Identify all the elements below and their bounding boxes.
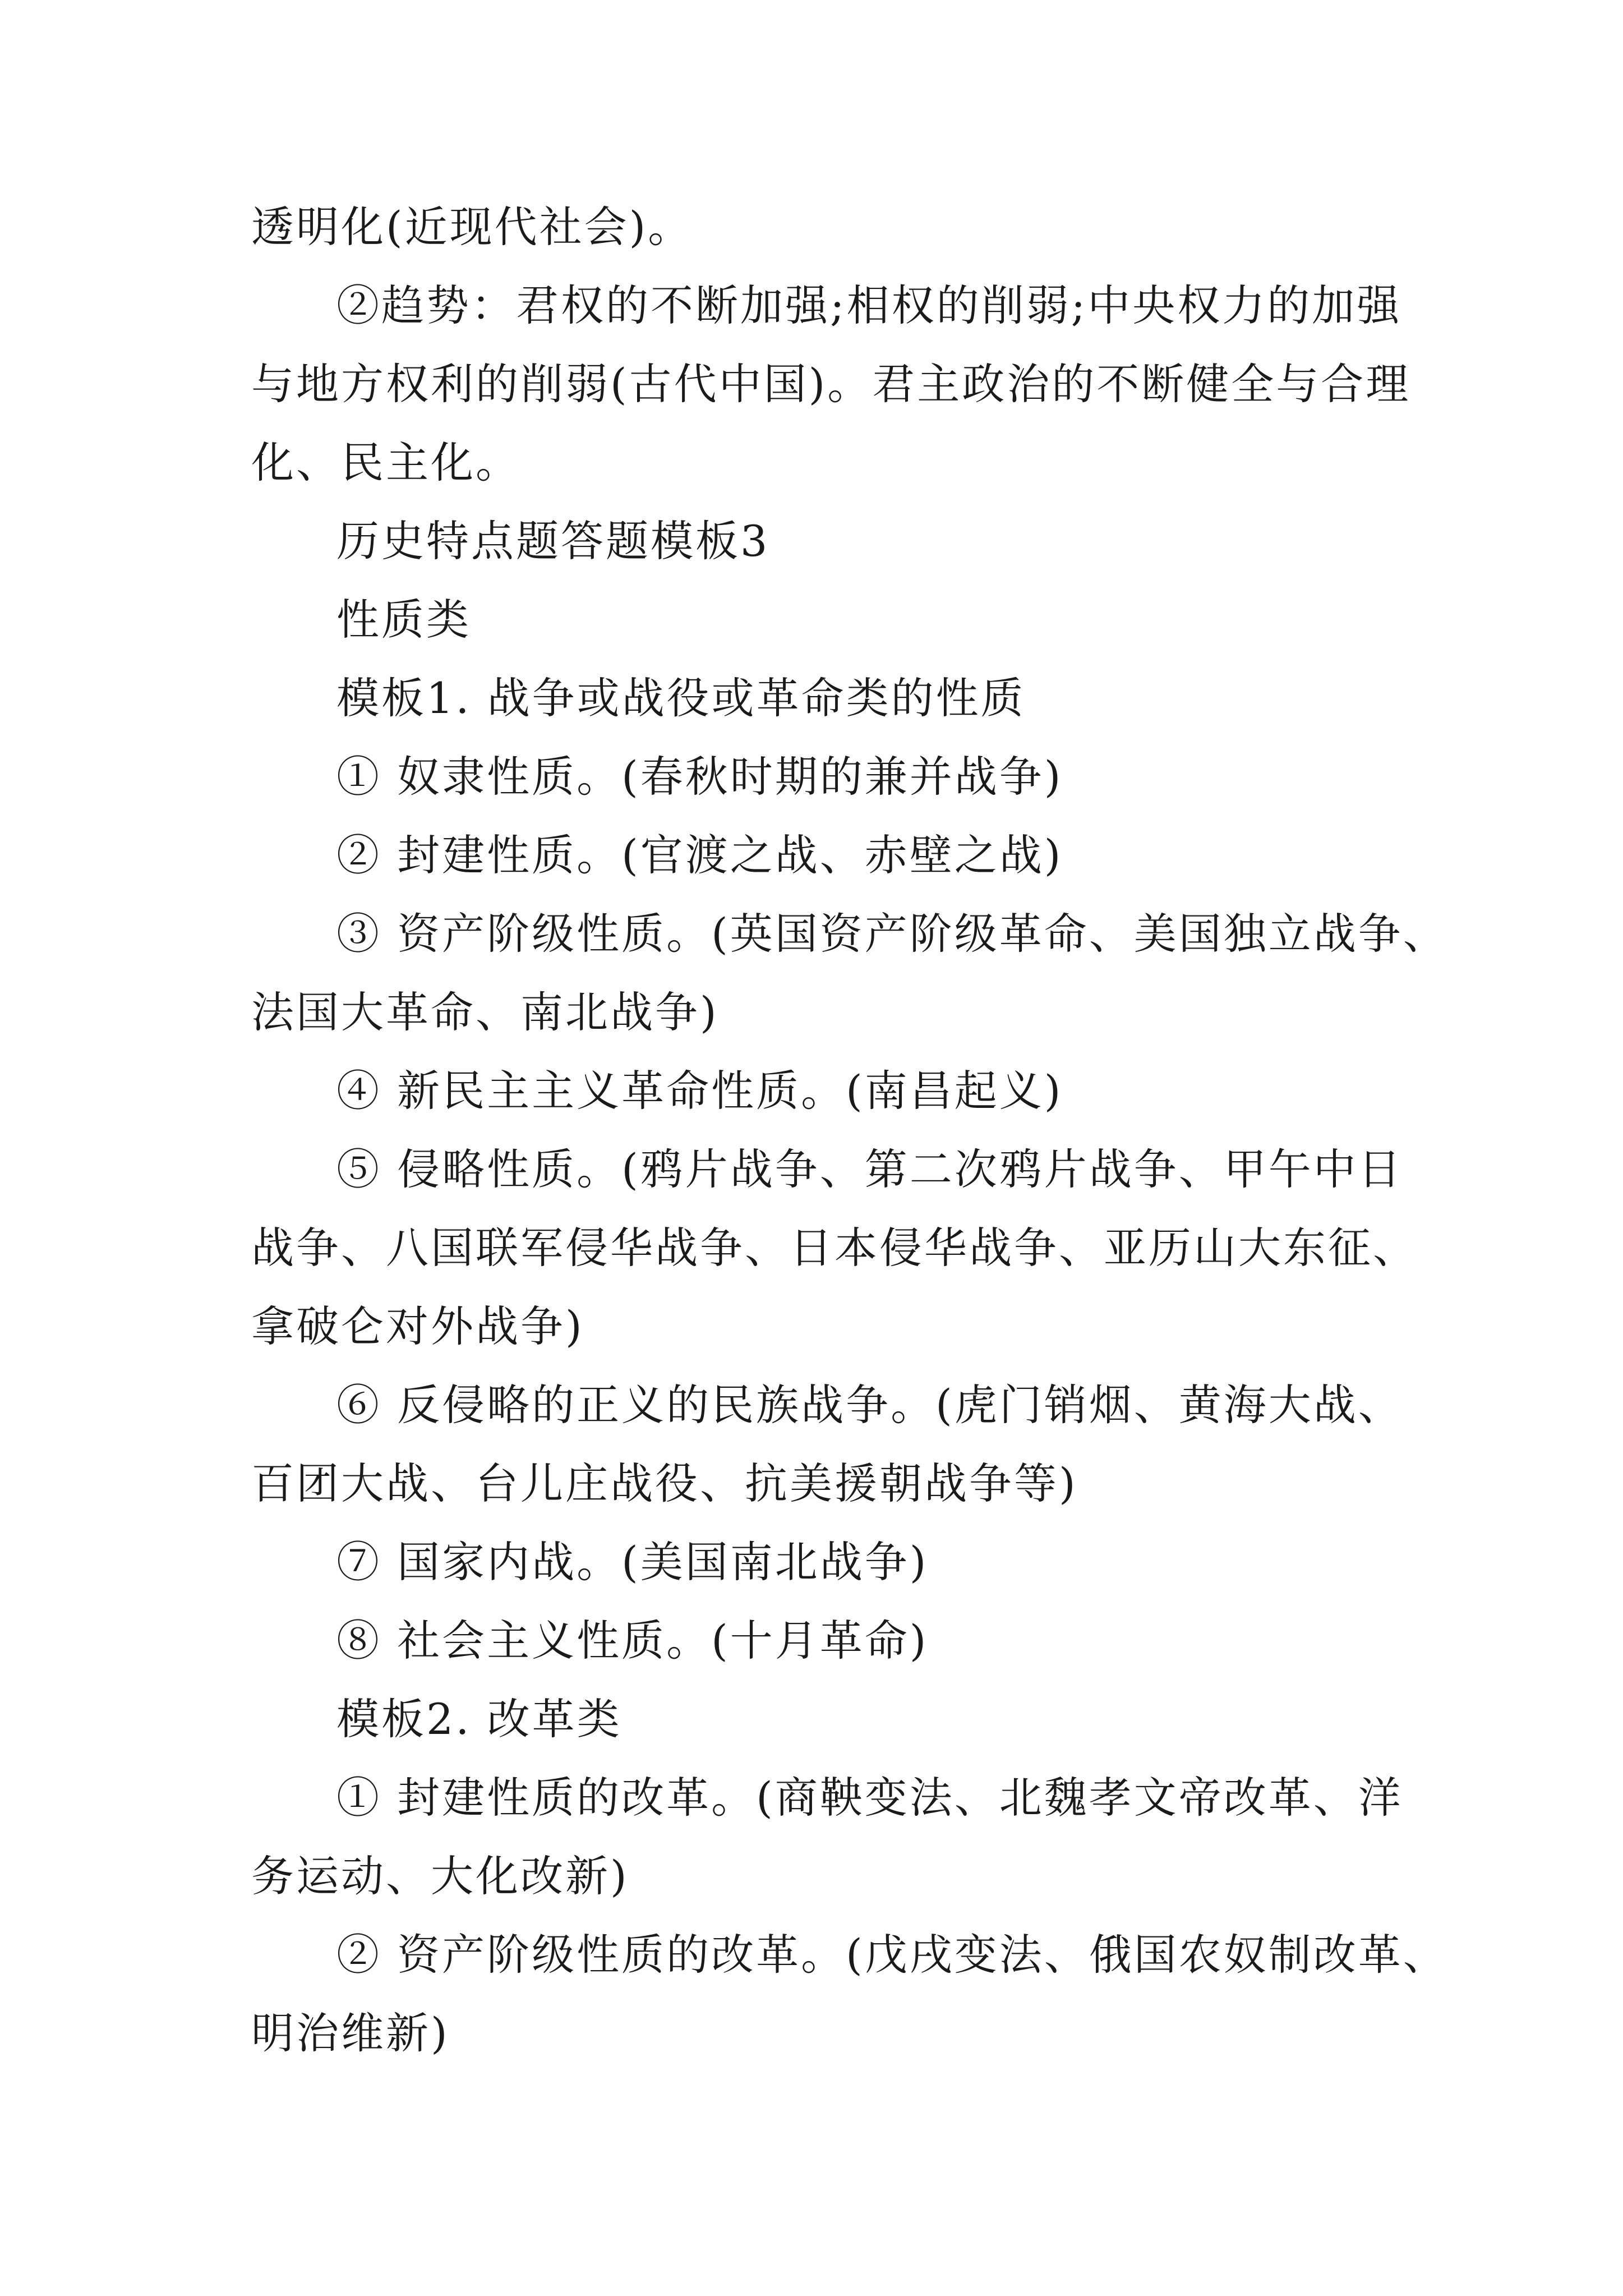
list-item: ⑥ 反侵略的正义的民族战争。(虎门销烟、黄海大战、 xyxy=(336,1380,1403,1430)
text-line: 百团大战、台儿庄战役、抗美援朝战争等) xyxy=(251,1458,1078,1508)
text-line: 务运动、大化改新) xyxy=(251,1851,629,1901)
list-item: ⑧ 社会主义性质。(十月革命) xyxy=(336,1616,929,1665)
text-line: 明治维新) xyxy=(251,2008,450,2058)
list-item: ③ 资产阶级性质。(英国资产阶级革命、美国独立战争、 xyxy=(336,909,1448,959)
list-item: ② 封建性质。(官渡之战、赤壁之战) xyxy=(336,830,1063,880)
section-heading: 历史特点题答题模板3 xyxy=(336,516,770,566)
section-heading: 性质类 xyxy=(336,595,471,645)
text-line: 战争、八国联军侵华战争、日本侵华战争、亚历山大东征、 xyxy=(251,1223,1418,1273)
list-item: ② 资产阶级性质的改革。(戊戌变法、俄国农奴制改革、 xyxy=(336,1930,1448,1980)
template-heading: 模板1. 战争或战役或革命类的性质 xyxy=(336,673,1026,723)
text-line: 化、民主化。 xyxy=(251,438,520,487)
list-item: ⑦ 国家内战。(美国南北战争) xyxy=(336,1537,929,1587)
text-line: 拿破仑对外战争) xyxy=(251,1301,584,1351)
list-item: ① 奴隶性质。(春秋时期的兼并战争) xyxy=(336,752,1063,802)
text-line: 透明化(近现代社会)。 xyxy=(251,202,693,252)
list-item: ⑤ 侵略性质。(鸦片战争、第二次鸦片战争、甲午中日 xyxy=(336,1144,1403,1194)
list-item: ① 封建性质的改革。(商鞅变法、北魏孝文帝改革、洋 xyxy=(336,1773,1403,1823)
text-line: 与地方权利的削弱(古代中国)。君主政治的不断健全与合理 xyxy=(251,359,1411,409)
list-item: ④ 新民主主义革命性质。(南昌起义) xyxy=(336,1066,1063,1116)
template-heading: 模板2. 改革类 xyxy=(336,1694,622,1744)
text-line: ②趋势：君权的不断加强;相权的削弱;中央权力的加强 xyxy=(336,280,1402,330)
text-line: 法国大革命、南北战争) xyxy=(251,987,719,1037)
